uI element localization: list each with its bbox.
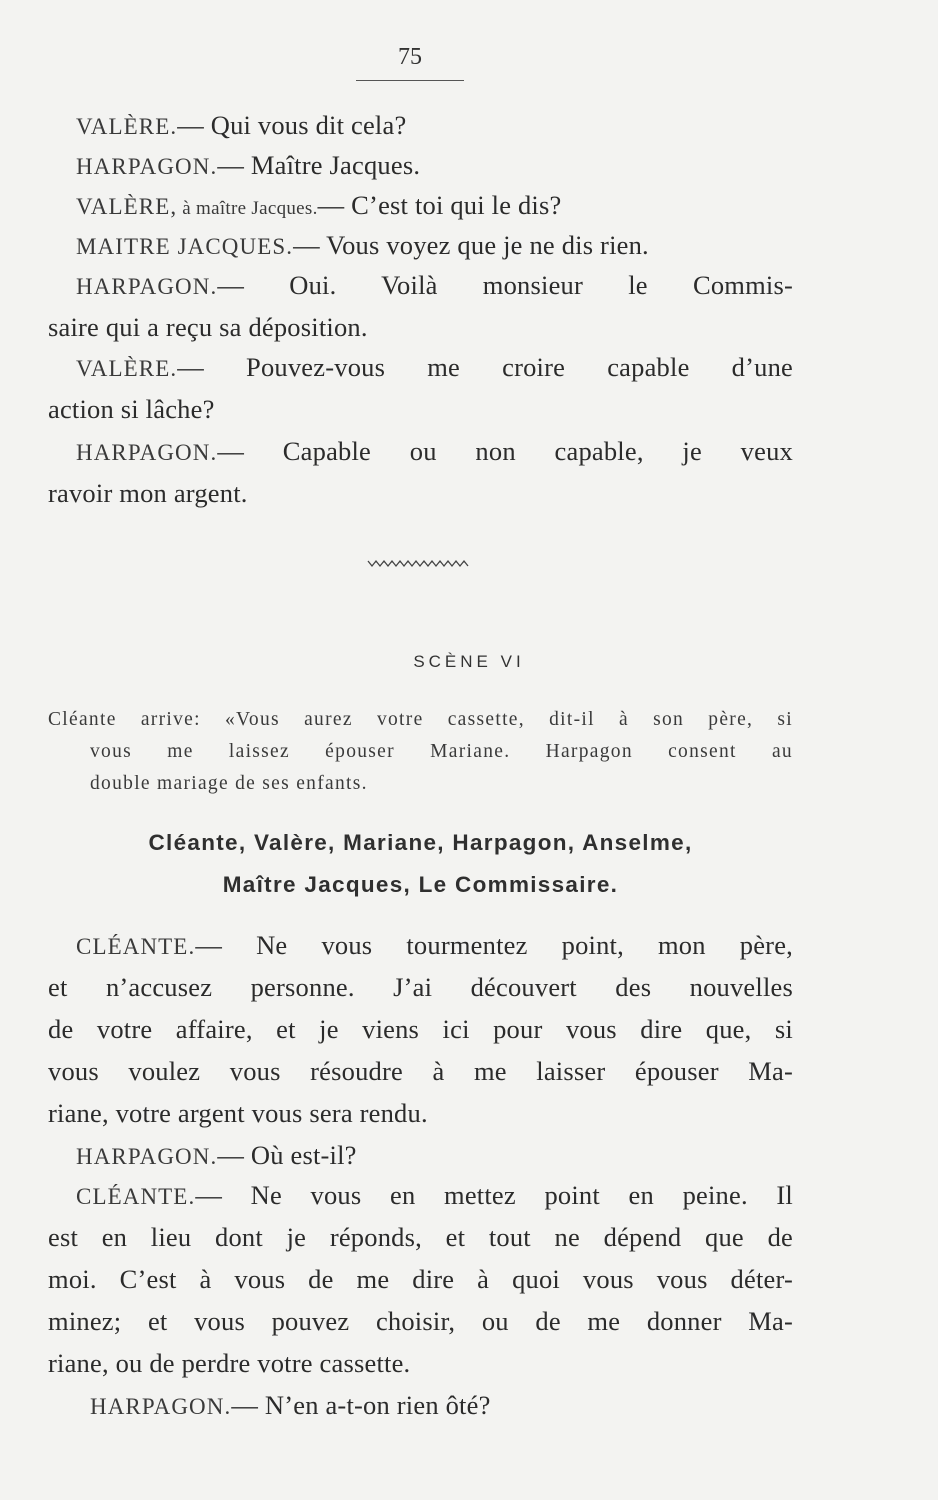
summary-line: vous me laissez épouser Mariane. Harpagon consent au [90,741,793,762]
speech-text: — Où est-il? [217,1140,357,1170]
speaker-name: HARPAGON. [76,154,218,179]
dialogue-line [48,392,793,426]
speaker-name: HARPAGON. [76,1144,218,1169]
dialogue-line [48,476,793,510]
speech-text: action si lâche? [48,394,215,424]
speech-text: ravoir mon argent. [48,478,248,508]
dialogue-line [76,108,793,144]
speaker-name: VALÈRE. [76,356,178,381]
dialogue-line [76,928,793,964]
page-number: 75 [398,44,422,70]
speaker-name: HARPAGON. [90,1394,232,1419]
stage-direction: à maître Jacques. [177,198,318,219]
speaker-name: MAITRE JACQUES. [76,234,294,259]
dialogue-line [76,228,793,264]
summary-line: Cléante arrive: «Vous aurez votre cassette, dit-il à son père, si [48,709,793,730]
speaker-name: HARPAGON. [76,440,218,465]
dialogue-line [76,1178,793,1214]
speech-text: — Maître Jacques. [217,150,421,180]
speaker-name: CLÉANTE. [76,934,196,959]
dialogue-line: de votre affaire, et je viens ici pour vous dire que, si [48,1014,793,1044]
speech-text: saire qui a reçu sa déposition. [48,312,368,342]
dialogue-line [76,1138,793,1174]
dialogue-line [76,268,793,304]
dialogue-line: est en lieu dont je réponds, et tout ne dépend que de [48,1222,793,1252]
speech-text: — Qui vous dit cela? [177,110,407,140]
speech-text: — N’en a-t-on rien ôté? [231,1390,491,1420]
dialogue-line [76,434,793,470]
cast-line: Cléante, Valère, Mariane, Harpagon, Anselme, [148,830,693,855]
speaker-name: VALÈRE. [76,114,178,139]
summary-line: double mariage de ses enfants. [90,773,368,794]
speech-text: — C’est toi qui le dis? [317,190,562,220]
dialogue-line: riane, ou de perdre votre cassette. [48,1348,411,1378]
speaker-name: CLÉANTE. [76,1184,196,1209]
dialogue-line [76,350,793,386]
speech-text: — Ne vous en mettez point en peine. Il [195,1180,793,1210]
dialogue-line: riane, votre argent vous sera rendu. [48,1098,428,1128]
dialogue-line: vous voulez vous résoudre à me laisser épouser Ma- [48,1056,793,1086]
dialogue-line: moi. C’est à vous de me dire à quoi vous vous déter- [48,1264,793,1294]
speech-text: — Vous voyez que je ne dis rien. [293,230,649,260]
speaker-name: HARPAGON. [76,274,218,299]
speech-text: — Capable ou non capable, je veux [217,436,793,466]
speech-text: — Ne vous tourmentez point, mon père, [195,930,793,960]
speech-text: — Pouvez-vous me croire capable d’une [177,352,793,382]
dialogue-line [90,1388,793,1424]
dialogue-line: et n’accusez personne. J’ai découvert des nouvelles [48,972,793,1002]
speaker-name: VALÈRE, [76,194,178,219]
speech-text: — Oui. Voilà monsieur le Commis- [217,270,793,300]
dialogue-line: minez; et vous pouvez choisir, ou de me donner Ma- [48,1306,793,1336]
wavy-ornament [366,556,470,570]
scene-title: SCÈNE VI [413,652,525,671]
dialogue-line [76,188,793,226]
dialogue-line [76,148,793,184]
cast-line: Maître Jacques, Le Commissaire. [222,872,619,897]
dialogue-line [48,310,793,344]
page-number-rule [356,80,464,81]
